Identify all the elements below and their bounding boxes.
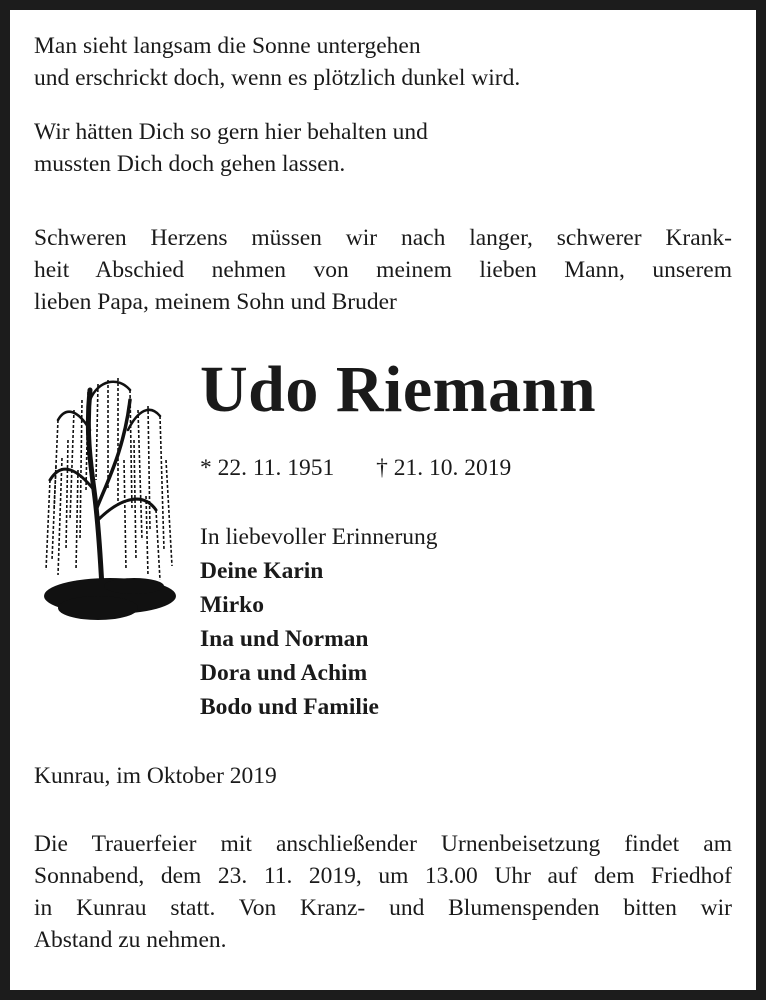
intro-line: lieben Papa, meinem Sohn und Bruder [34, 289, 397, 315]
funeral-line: Abstand zu nehmen. [34, 927, 227, 953]
intro-line: heit Abschied nehmen von meinem lieben Mann, unserem [34, 257, 732, 283]
funeral-line: in Kunrau statt. Von Kranz- und Blumenspenden bitten wir [34, 895, 732, 921]
intro-line: Schweren Herzens müssen wir nach langer, schwerer Krank- [34, 225, 732, 251]
poem-line: Man sieht langsam die Sonne untergehen [34, 33, 421, 59]
poem-line: mussten Dich doch gehen lassen. [34, 151, 346, 177]
mourner-name: Deine Karin [200, 558, 324, 584]
place-date: Kunrau, im Oktober 2019 [34, 763, 277, 789]
birth-date: * 22. 11. 1951 [200, 455, 335, 481]
intro-paragraph [34, 222, 732, 318]
funeral-notice [34, 828, 732, 956]
weeping-willow-icon [38, 370, 184, 632]
death-date: † 21. 10. 2019 [376, 455, 512, 481]
mourner-name: Mirko [200, 592, 264, 618]
funeral-line: Sonnabend, dem 23. 11. 2019, um 13.00 Uhr auf dem Friedhof [34, 863, 732, 889]
mourners-block [200, 520, 438, 724]
life-dates [200, 452, 511, 484]
mourner-name: Bodo und Familie [200, 694, 379, 720]
memory-line: In liebevoller Erinnerung [200, 524, 438, 550]
funeral-line: Die Trauerfeier mit anschließender Urnenbeisetzung findet am [34, 831, 732, 857]
poem-line: Wir hätten Dich so gern hier behalten und [34, 119, 428, 145]
mourner-name: Ina und Norman [200, 626, 369, 652]
poem-line: und erschrickt doch, wenn es plötzlich dunkel wird. [34, 65, 521, 91]
mourner-name: Dora und Achim [200, 660, 368, 686]
deceased-name: Udo Riemann [200, 353, 597, 426]
poem-stanza-1 [34, 30, 732, 94]
poem-stanza-2 [34, 116, 732, 180]
